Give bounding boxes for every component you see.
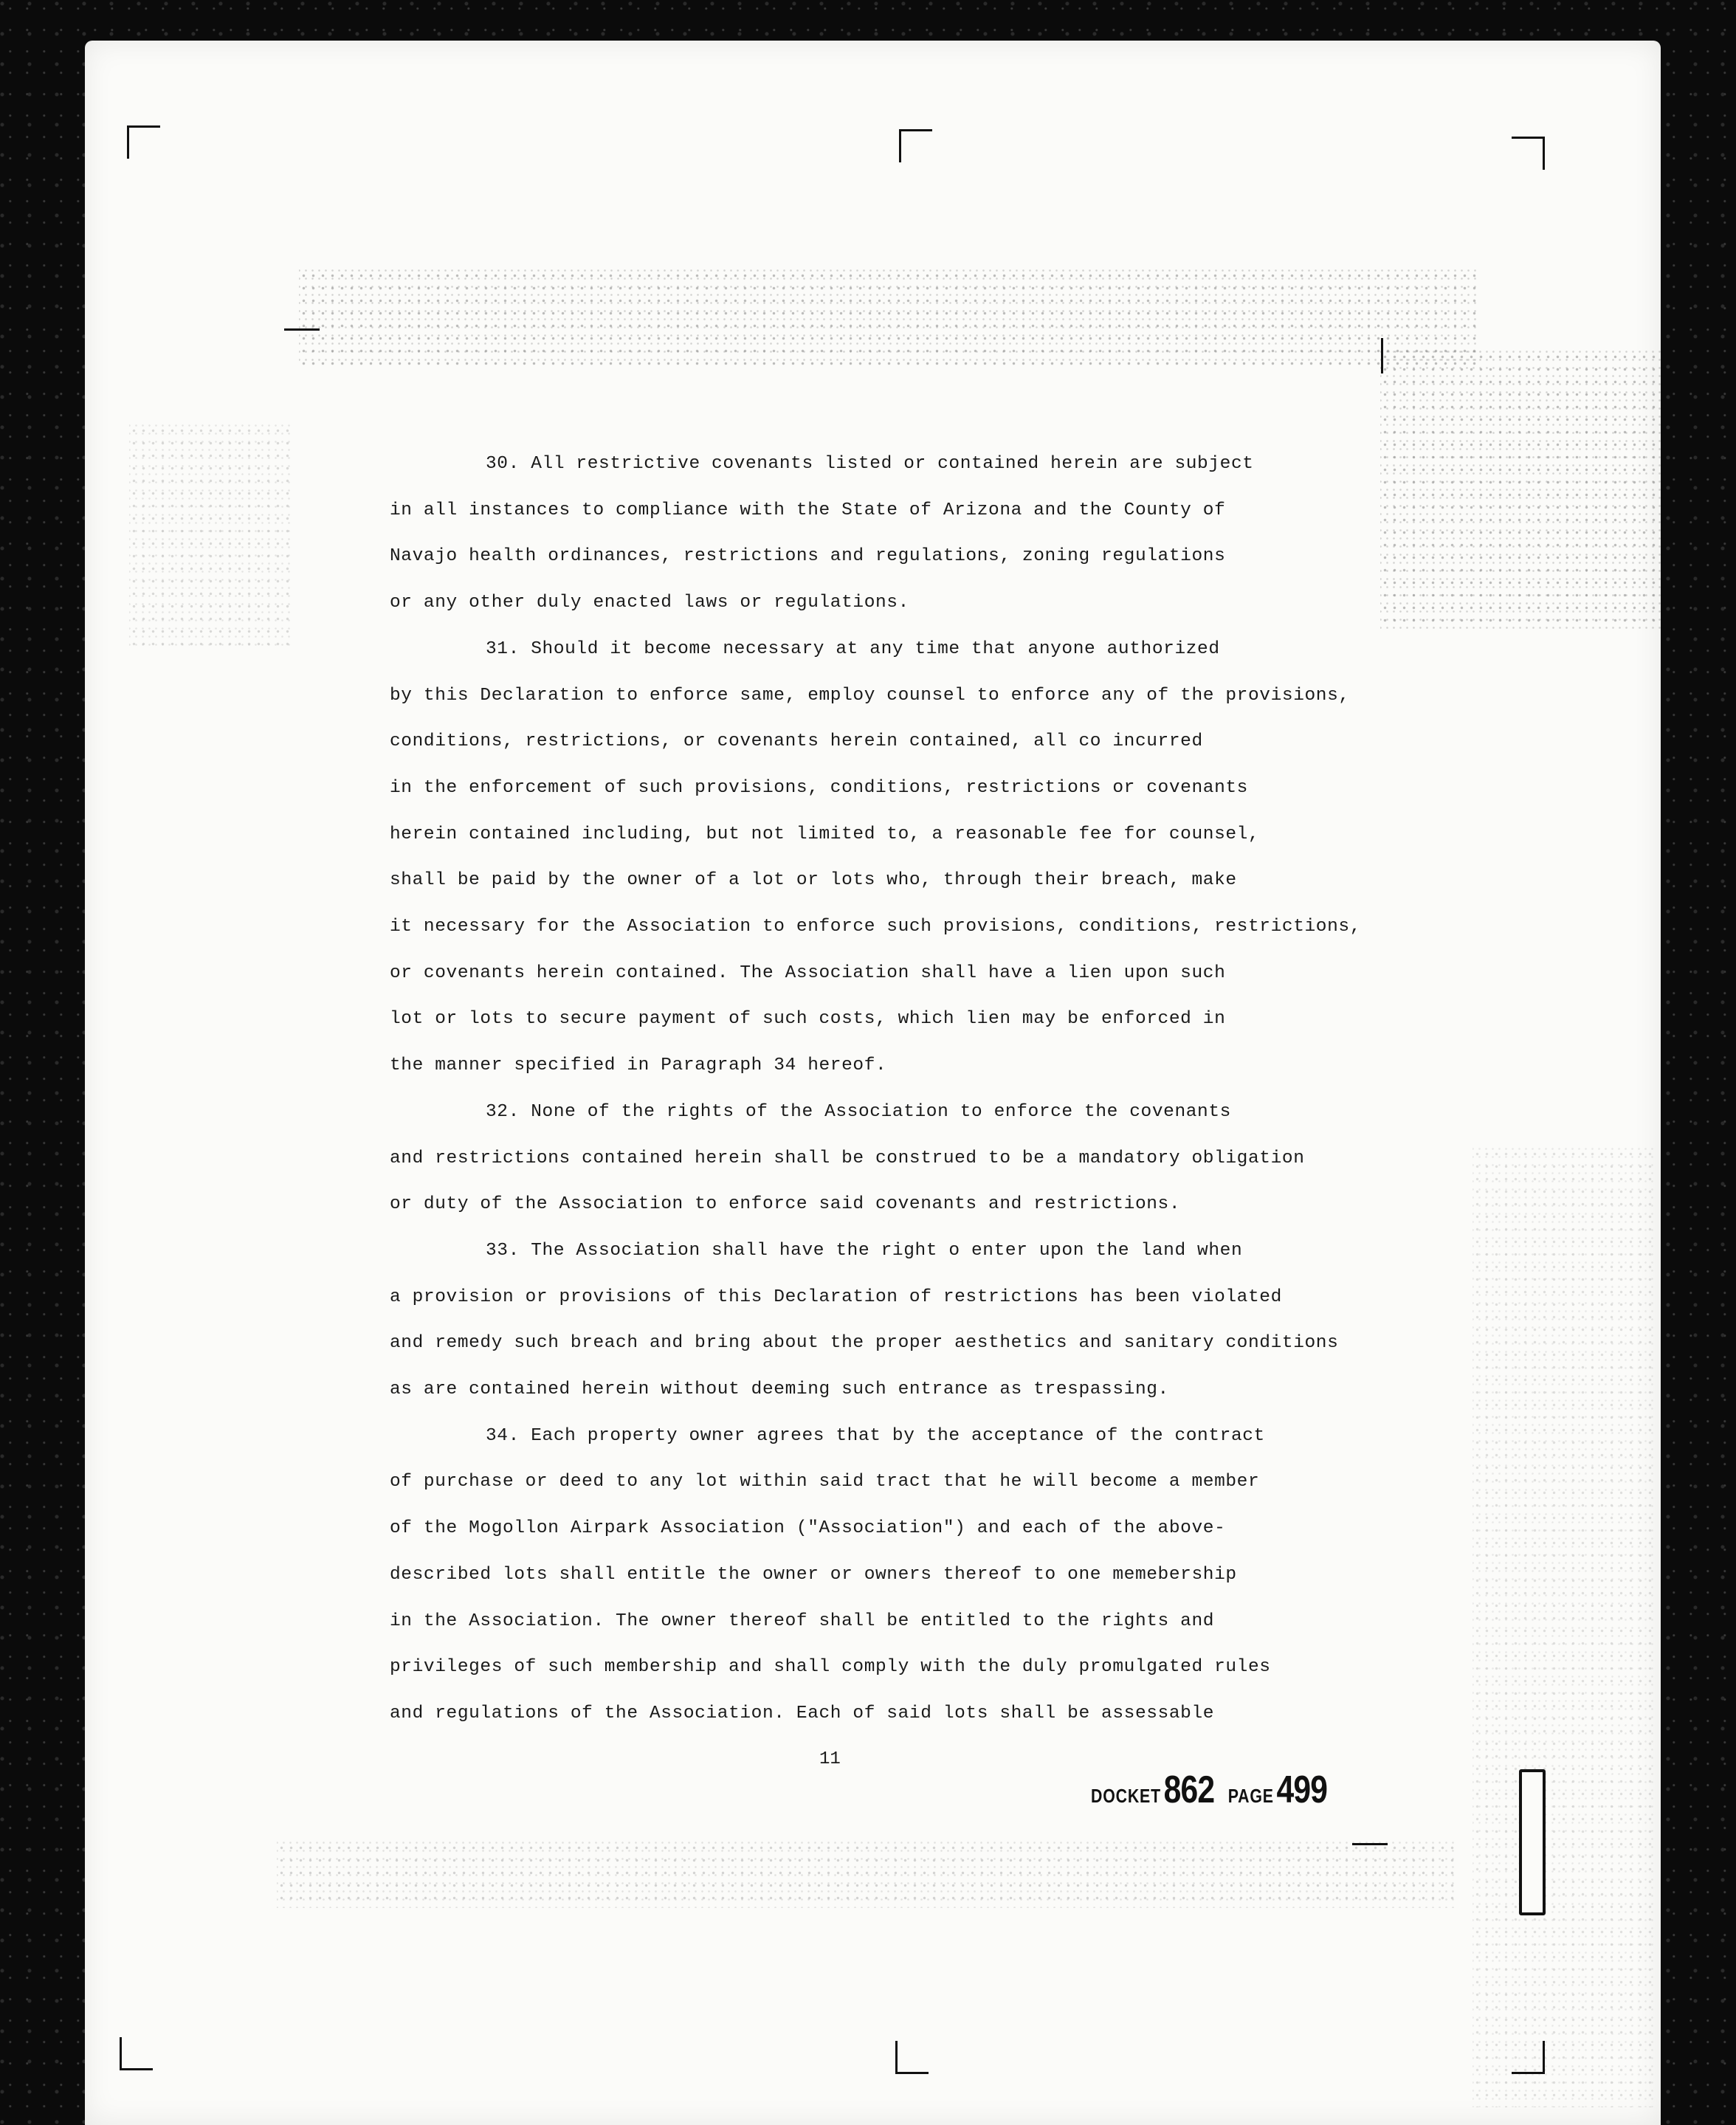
paragraph-31 (390, 627, 1362, 1089)
text-line: of purchase or deed to any lot within said tract that he will become a member (390, 1472, 1260, 1492)
text-line: in the enforcement of such provisions, conditions, restrictions or covenants (390, 777, 1248, 798)
text-line: in the Association. The owner thereof shall be entitled to the rights and (390, 1611, 1215, 1631)
registration-mark (1381, 338, 1383, 373)
text-line: Navajo health ordinances, restrictions and regulations, zoning regulations (390, 546, 1226, 567)
crop-mark-bottom-center (895, 2041, 929, 2074)
text-line: and remedy such breach and bring about the proper aesthetics and sanitary conditions (390, 1333, 1339, 1354)
scan-noise-bottom (277, 1842, 1458, 1908)
crop-mark-top-right (1512, 137, 1545, 170)
text-line: conditions, restrictions, or covenants herein contained, all co incurred (390, 731, 1203, 752)
text-line: or any other duly enacted laws or regulations. (390, 593, 909, 613)
paragraph-33 (390, 1228, 1349, 1413)
text-line: the manner specified in Paragraph 34 hereof. (390, 1055, 887, 1076)
text-line: it necessary for the Association to enforce such provisions, conditions, restrictions, (390, 917, 1362, 937)
text-line: as are contained herein without deeming such entrance as trespassing. (390, 1380, 1169, 1400)
scan-noise-lower-right (1472, 1148, 1657, 2107)
scan-noise-top (299, 269, 1480, 365)
text-line: 30. All restrictive covenants listed or contained herein are subject (486, 454, 1254, 474)
text-line: 31. Should it become necessary at any time that anyone authorized (486, 638, 1220, 659)
crop-mark-bottom-right (1512, 2041, 1545, 2074)
crop-mark-bottom-left (120, 2037, 153, 2070)
docket-number: 862 (1163, 1768, 1215, 1811)
text-line: 33. The Association shall have the right o enter upon the land when (486, 1240, 1243, 1261)
crop-mark-top-left (127, 125, 160, 159)
text-line: 32. None of the rights of the Association to enforce the covenants (486, 1101, 1231, 1122)
page-number: 11 (819, 1749, 841, 1769)
text-line: lot or lots to secure payment of such costs, which lien may be enforced in (390, 1009, 1226, 1030)
crop-mark-top-center (899, 129, 932, 162)
scan-noise-right (1380, 351, 1661, 631)
text-line: of the Mogollon Airpark Association ("Association") and each of the above- (390, 1518, 1226, 1539)
paragraph-34 (390, 1413, 1349, 1737)
text-line: or duty of the Association to enforce said covenants and restrictions. (390, 1194, 1181, 1215)
text-line: herein contained including, but not limited to, a reasonable fee for counsel, (390, 824, 1260, 844)
paragraph-30 (390, 441, 1349, 627)
page-label: PAGE (1227, 1785, 1274, 1807)
docket-label: DOCKET (1091, 1785, 1161, 1807)
document-body (390, 441, 1362, 1737)
text-line: and restrictions contained herein shall be construed to be a mandatory obligation (390, 1148, 1305, 1168)
text-line: by this Declaration to enforce same, employ counsel to enforce any of the provisions, (390, 685, 1350, 706)
text-line: a provision or provisions of this Declaration of restrictions has been violated (390, 1287, 1282, 1307)
registration-mark (1352, 1843, 1388, 1845)
binding-tab (1519, 1769, 1546, 1915)
text-line: or covenants herein contained. The Association shall have a lien upon such (390, 962, 1226, 983)
scan-noise-left (129, 424, 292, 646)
text-line: and regulations of the Association. Each of said lots shall be assessable (390, 1703, 1215, 1723)
text-line: described lots shall entitle the owner or owners thereof to one memebership (390, 1564, 1237, 1585)
text-line: shall be paid by the owner of a lot or lots who, through their breach, make (390, 870, 1237, 891)
registration-mark (284, 328, 320, 331)
text-line: privileges of such membership and shall comply with the duly promulgated rules (390, 1657, 1271, 1678)
paragraph-32 (390, 1089, 1349, 1228)
text-line: in all instances to compliance with the State of Arizona and the County of (390, 500, 1226, 520)
docket-stamp (1091, 1768, 1327, 1812)
docket-page-number: 499 (1276, 1768, 1328, 1811)
text-line: 34. Each property owner agrees that by the acceptance of the contract (486, 1425, 1265, 1446)
